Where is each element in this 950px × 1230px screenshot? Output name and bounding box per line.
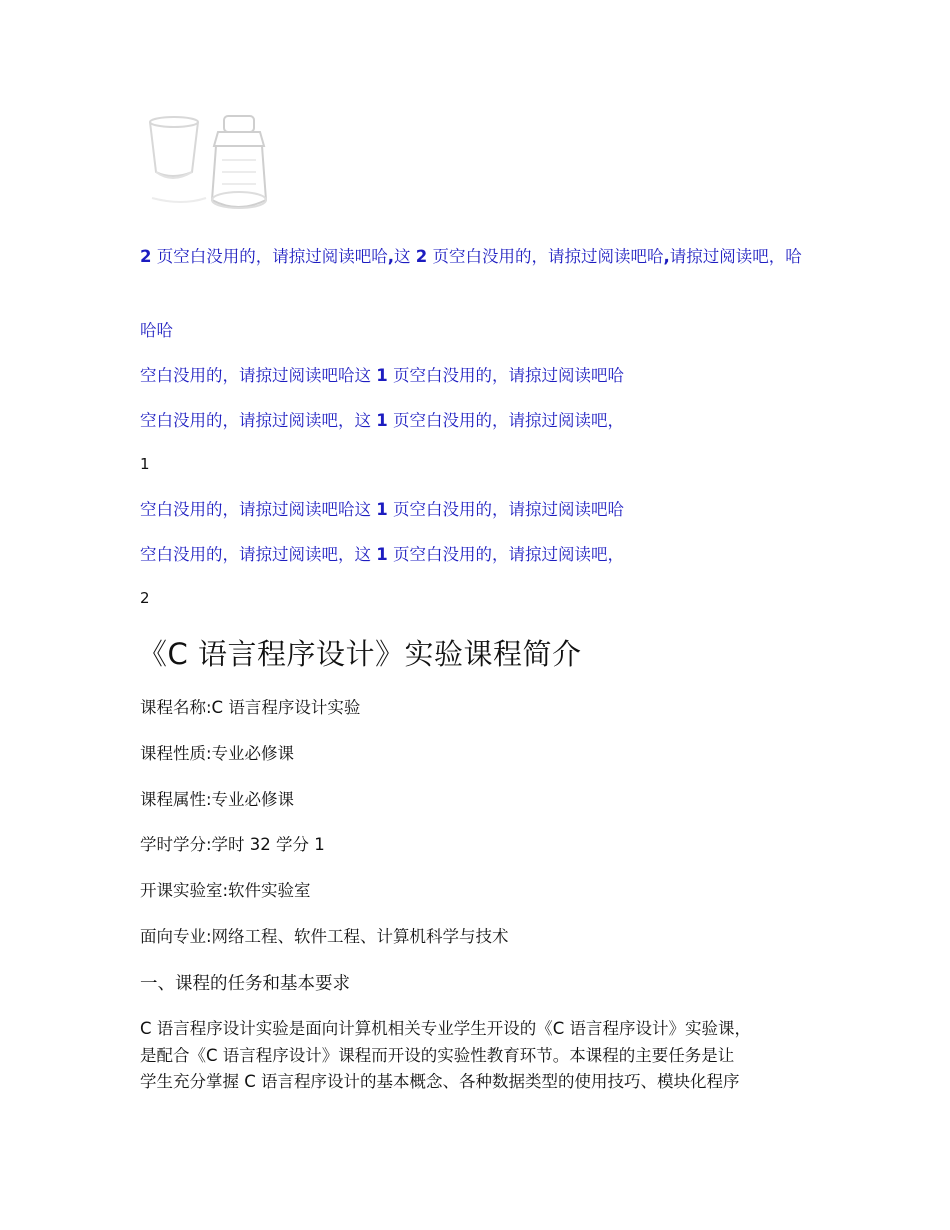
filler-text: 页空白没用的，请掠过阅读吧哈 — [387, 366, 624, 385]
field-lab: 开课实验室:软件实验室 — [140, 881, 311, 900]
faded-cups-illustration — [142, 110, 282, 220]
filler-comma: , — [663, 247, 670, 266]
filler-text: 空白没用的，请掠过阅读吧，这 — [140, 545, 377, 564]
filler-number: 1 — [376, 411, 388, 430]
field-course-name: 课程名称:C 语言程序设计实验 — [140, 698, 361, 717]
field-course-attribute: 课程属性:专业必修课 — [140, 790, 295, 809]
intro-paragraph — [140, 1016, 812, 1096]
filler-line-1 — [140, 243, 820, 270]
filler-block2-row1 — [140, 496, 820, 523]
filler-text: 空白没用的，请掠过阅读吧哈这 — [140, 366, 377, 385]
document-title: 《C 语言程序设计》实验课程简介 — [138, 637, 582, 671]
filler-number: 1 — [376, 545, 388, 564]
filler-text: 空白没用的，请掠过阅读吧，这 — [140, 411, 377, 430]
page-number-1: 1 — [140, 455, 150, 473]
filler-block1-row1 — [140, 362, 820, 389]
section-heading: 一、课程的任务和基本要求 — [140, 974, 350, 994]
filler-text: 页空白没用的，请掠过阅读吧哈 — [151, 247, 388, 266]
paragraph-line: 学生充分掌握 C 语言程序设计的基本概念、各种数据类型的使用技巧、模块化程序 — [140, 1072, 740, 1091]
filler-number: 1 — [376, 500, 388, 519]
filler-number: 2 — [140, 247, 152, 266]
field-majors: 面向专业:网络工程、软件工程、计算机科学与技术 — [140, 927, 509, 946]
filler-text: 页空白没用的，请掠过阅读吧哈 — [387, 500, 624, 519]
filler-text: 页空白没用的，请掠过阅读吧， — [387, 411, 624, 430]
filler-text: 页空白没用的，请掠过阅读吧哈 — [427, 247, 664, 266]
filler-block1-row2 — [140, 407, 820, 434]
filler-text: 页空白没用的，请掠过阅读吧， — [387, 545, 624, 564]
filler-number: 1 — [376, 366, 388, 385]
filler-text: 空白没用的，请掠过阅读吧哈这 — [140, 500, 377, 519]
filler-text: 请掠过阅读吧，哈 — [669, 247, 802, 266]
filler-number: 2 — [415, 247, 428, 266]
field-hours-credits: 学时学分:学时 32 学分 1 — [140, 835, 325, 854]
paragraph-line: 是配合《C 语言程序设计》课程而开设的实验性教育环节。本课程的主要任务是让 — [140, 1045, 735, 1065]
filler-text: 这 — [394, 247, 416, 266]
page-number-2: 2 — [140, 589, 150, 607]
filler-block2-row2 — [140, 541, 820, 568]
paragraph-line: C 语言程序设计实验是面向计算机相关专业学生开设的《C 语言程序设计》实验课， — [140, 1019, 752, 1038]
filler-line-2: 哈哈 — [140, 321, 173, 340]
filler-comma: , — [387, 247, 395, 266]
field-course-nature: 课程性质:专业必修课 — [140, 744, 295, 763]
